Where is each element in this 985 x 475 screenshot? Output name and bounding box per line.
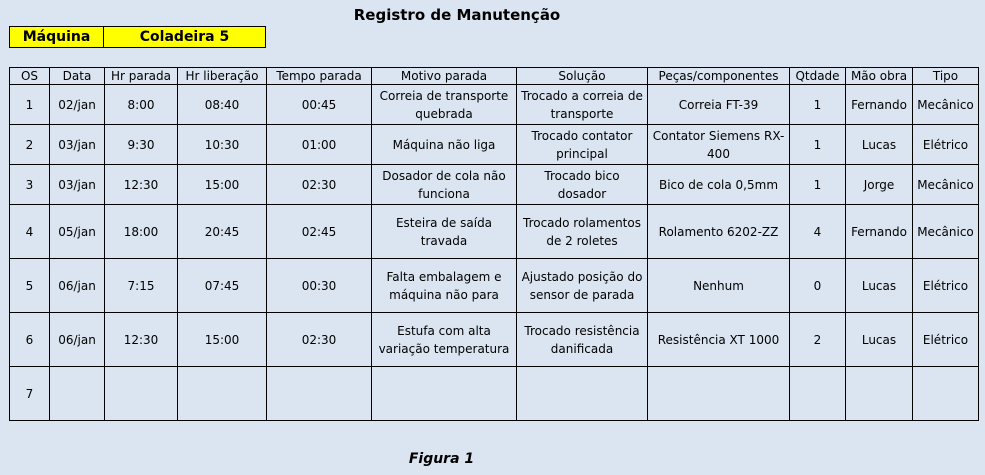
stop-time-cell: 12:30 xyxy=(105,313,178,367)
type-cell: Mecânico xyxy=(913,85,979,125)
downtime-cell: 01:00 xyxy=(267,125,372,165)
column-header-pecas: Peças/componentes xyxy=(648,68,790,85)
quantity-cell: 1 xyxy=(790,125,846,165)
labor-cell: Jorge xyxy=(846,165,913,205)
reason-cell: Correia de transporte quebrada xyxy=(372,85,517,125)
maintenance-table xyxy=(9,67,979,421)
release-time-cell: 15:00 xyxy=(178,313,267,367)
reason-cell: Dosador de cola não funciona xyxy=(372,165,517,205)
column-header-data: Data xyxy=(50,68,105,85)
type-cell xyxy=(913,367,979,421)
os-cell: 7 xyxy=(10,367,50,421)
column-header-tempo-parada: Tempo parada xyxy=(267,68,372,85)
release-time-cell: 07:45 xyxy=(178,259,267,313)
page-title: Registro de Manutenção xyxy=(353,6,561,24)
release-time-cell: 15:00 xyxy=(178,165,267,205)
column-header-hr-parada: Hr parada xyxy=(105,68,178,85)
table-row xyxy=(10,259,979,313)
table-row xyxy=(10,367,979,421)
quantity-cell: 1 xyxy=(790,85,846,125)
parts-cell: Rolamento 6202-ZZ xyxy=(648,205,790,259)
type-cell: Elétrico xyxy=(913,125,979,165)
os-cell: 6 xyxy=(10,313,50,367)
column-header-mao-obra: Mão obra xyxy=(846,68,913,85)
table-row xyxy=(10,165,979,205)
solution-cell: Trocado bico dosador xyxy=(517,165,648,205)
reason-cell xyxy=(372,367,517,421)
stop-time-cell xyxy=(105,367,178,421)
os-cell: 2 xyxy=(10,125,50,165)
quantity-cell: 0 xyxy=(790,259,846,313)
machine-header xyxy=(9,26,266,48)
labor-cell: Fernando xyxy=(846,205,913,259)
type-cell: Elétrico xyxy=(913,313,979,367)
parts-cell: Contator Siemens RX-400 xyxy=(648,125,790,165)
reason-cell: Esteira de saída travada xyxy=(372,205,517,259)
table-row xyxy=(10,313,979,367)
downtime-cell xyxy=(267,367,372,421)
os-cell: 5 xyxy=(10,259,50,313)
reason-cell: Falta embalagem e máquina não para xyxy=(372,259,517,313)
table-header-row xyxy=(10,68,979,85)
labor-cell: Fernando xyxy=(846,85,913,125)
release-time-cell: 08:40 xyxy=(178,85,267,125)
table-row xyxy=(10,85,979,125)
release-time-cell: 10:30 xyxy=(178,125,267,165)
stop-time-cell: 8:00 xyxy=(105,85,178,125)
parts-cell: Resistência XT 1000 xyxy=(648,313,790,367)
table-body xyxy=(10,85,979,421)
date-cell: 05/jan xyxy=(50,205,105,259)
type-cell: Mecânico xyxy=(913,205,979,259)
downtime-cell: 00:45 xyxy=(267,85,372,125)
table-row xyxy=(10,125,979,165)
stop-time-cell: 18:00 xyxy=(105,205,178,259)
parts-cell: Nenhum xyxy=(648,259,790,313)
reason-cell: Máquina não liga xyxy=(372,125,517,165)
column-header-motivo-parada: Motivo parada xyxy=(372,68,517,85)
downtime-cell: 00:30 xyxy=(267,259,372,313)
solution-cell: Ajustado posição do sensor de parada xyxy=(517,259,648,313)
downtime-cell: 02:30 xyxy=(267,165,372,205)
stop-time-cell: 9:30 xyxy=(105,125,178,165)
stop-time-cell: 12:30 xyxy=(105,165,178,205)
type-cell: Mecânico xyxy=(913,165,979,205)
labor-cell: Lucas xyxy=(846,313,913,367)
column-header-solucao: Solução xyxy=(517,68,648,85)
stop-time-cell: 7:15 xyxy=(105,259,178,313)
parts-cell: Bico de cola 0,5mm xyxy=(648,165,790,205)
quantity-cell: 1 xyxy=(790,165,846,205)
figure-caption: Figura 1 xyxy=(408,451,475,467)
downtime-cell: 02:45 xyxy=(267,205,372,259)
column-header-qtdade: Qtdade xyxy=(790,68,846,85)
date-cell: 06/jan xyxy=(50,313,105,367)
os-cell: 3 xyxy=(10,165,50,205)
labor-cell: Lucas xyxy=(846,125,913,165)
type-cell: Elétrico xyxy=(913,259,979,313)
date-cell: 02/jan xyxy=(50,85,105,125)
parts-cell: Correia FT-39 xyxy=(648,85,790,125)
machine-label: Máquina xyxy=(10,27,104,47)
date-cell xyxy=(50,367,105,421)
solution-cell: Trocado contator principal xyxy=(517,125,648,165)
solution-cell: Trocado rolamentos de 2 roletes xyxy=(517,205,648,259)
date-cell: 03/jan xyxy=(50,125,105,165)
parts-cell xyxy=(648,367,790,421)
os-cell: 1 xyxy=(10,85,50,125)
machine-value: Coladeira 5 xyxy=(139,29,230,45)
quantity-cell xyxy=(790,367,846,421)
quantity-cell: 2 xyxy=(790,313,846,367)
labor-cell xyxy=(846,367,913,421)
column-header-hr-liberacao: Hr liberação xyxy=(178,68,267,85)
solution-cell: Trocado a correia de transporte xyxy=(517,85,648,125)
column-header-os: OS xyxy=(10,68,50,85)
downtime-cell: 02:30 xyxy=(267,313,372,367)
quantity-cell: 4 xyxy=(790,205,846,259)
table-row xyxy=(10,205,979,259)
release-time-cell: 20:45 xyxy=(178,205,267,259)
release-time-cell xyxy=(178,367,267,421)
os-cell: 4 xyxy=(10,205,50,259)
labor-cell: Lucas xyxy=(846,259,913,313)
date-cell: 03/jan xyxy=(50,165,105,205)
reason-cell: Estufa com alta variação temperatura xyxy=(372,313,517,367)
solution-cell: Trocado resistência danificada xyxy=(517,313,648,367)
column-header-tipo: Tipo xyxy=(913,68,979,85)
date-cell: 06/jan xyxy=(50,259,105,313)
solution-cell xyxy=(517,367,648,421)
